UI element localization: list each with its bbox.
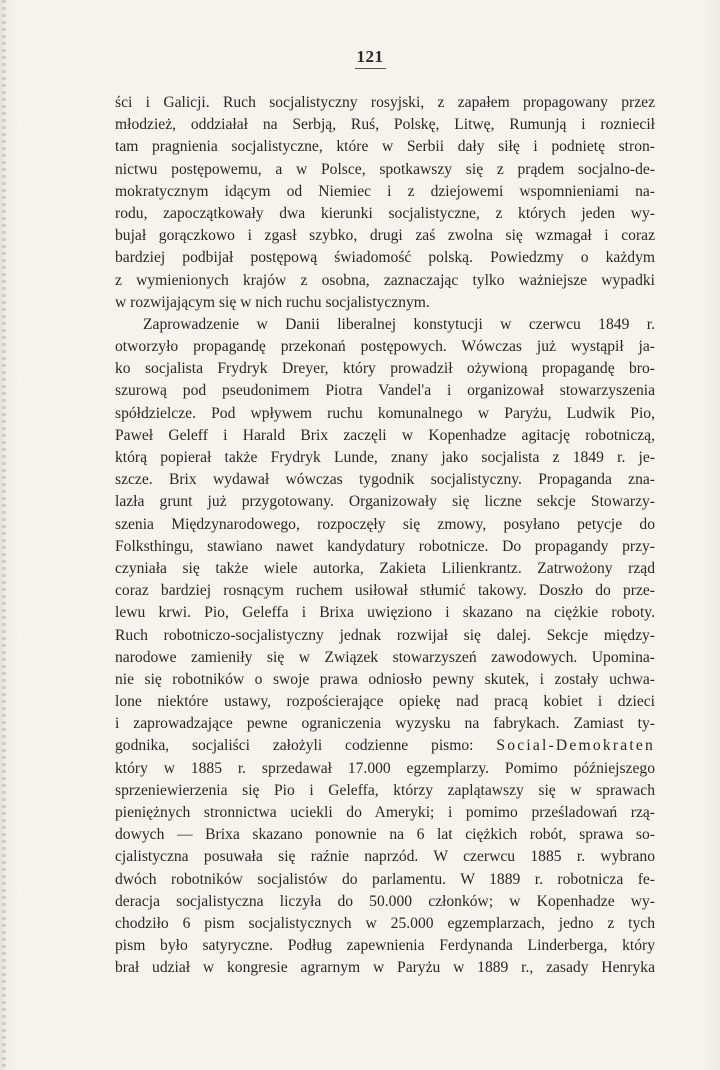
text-line: sprzeniewierzenia się Pio i Geleffa, którzy zaplątawszy się w sprawach <box>115 781 655 799</box>
text-line: Paweł Geleff i Harald Brix zaczęli w Kopenhadze agitację robotniczą, <box>115 426 655 444</box>
text-line: lewu krwi. Pio, Geleffa i Brixa uwięziono i skazano na ciężkie roboty. <box>115 604 655 622</box>
text-line: lone niektóre ustawy, rozpościerające opiekę nad pracą kobiet i dzieci <box>115 693 655 711</box>
text-line: otworzyło propagandę przekonań postępowych. Wówczas już wystąpił ja- <box>115 338 655 356</box>
page-number: 121 <box>10 47 720 69</box>
text-line: lazła grunt już przygotowany. Organizowały się liczne sekcje Stowarzy- <box>115 493 655 511</box>
text-line: szurową pod pseudonimem Piotra Vandel'a i organizował stowarzyszenia <box>115 382 655 400</box>
text-line-prefix: godnika, socjaliści założyli codzienne pismo: <box>115 737 474 755</box>
text-line: Ruch robotniczo-socjalistyczny jednak rozwijał się dalej. Sekcje między- <box>115 626 655 644</box>
text-line: pism było satyryczne. Podług zapewnienia Ferdynanda Linderberga, który <box>115 937 655 955</box>
text-line: nictwu postępowemu, a w Polsce, spotkawszy się z prądem socjalno-de- <box>115 160 655 178</box>
text-line: szenia Międzynarodowego, rozpoczęły się zmowy, posyłano petycje do <box>115 515 655 533</box>
text-line: mokratycznym idącym od Niemiec i z dziejowemi wspomnieniami na- <box>115 182 655 200</box>
text-line: Folksthingu, stawiano nawet kandydatury robotnicze. Do propagandy przy- <box>115 537 655 555</box>
text-line: dwóch robotników socjalistów do parlamentu. W 1889 r. robotnicza fe- <box>115 870 655 888</box>
text-line: cjalistyczna posuwała się raźnie naprzód. W czerwcu 1885 r. wybrano <box>115 848 655 866</box>
text-line: czyniała się także wiele autorka, Zakieta Lilienkrantz. Zatrwożony rząd <box>115 559 655 577</box>
page-binding-edge <box>2 0 6 1070</box>
text-line: w rozwijającym się w nich ruchu socjalistycznym. <box>115 293 430 311</box>
text-line: narodowe zamieniły się w Związek stowarzyszeń zawodowych. Upomina- <box>115 648 655 666</box>
paragraph-start-line: Zaprowadzenie w Danii liberalnej konstytucji w czerwcu 1849 r. <box>143 315 655 333</box>
text-line: który w 1885 r. sprzedawał 17.000 egzemplarzy. Pomimo późniejszego <box>115 759 655 777</box>
text-line: coraz bardziej rosnącym ruchem usiłował stłumić takowy. Doszło do prze- <box>115 582 655 600</box>
text-line: chodziło 6 pism socjalistycznych w 25.000 egzemplarzach, jedno z tych <box>115 914 655 932</box>
text-line: młodzież, oddziałał na Serbją, Ruś, Polskę, Litwę, Rumunją i rozniecił <box>115 116 655 134</box>
newspaper-title: Social-Demokraten <box>496 737 655 755</box>
text-line: z wymienionych krajów z osobna, zaznaczając tylko ważniejsze wypadki <box>115 271 655 289</box>
text-line: którą popierał także Frydryk Lunde, znany jako socjalista z 1849 r. je- <box>115 449 655 466</box>
text-line: brał udział w kongresie agrarnym w Paryżu w 1889 r., zasady Henryka <box>115 959 655 977</box>
text-line: dowych — Brixa skazano ponownie na 6 lat ciężkich robót, sprawa so- <box>115 826 655 844</box>
text-line: spółdzielcze. Pod wpływem ruchu komunalnego w Paryżu, Ludwik Pio, <box>115 404 655 422</box>
text-line: tam pragnienia socjalistyczne, które w Serbii dały siłę i podnietę stron- <box>115 138 655 156</box>
text-line: rodu, zapoczątkowały dwa kierunki socjalistyczne, z których jeden wy- <box>115 204 655 222</box>
text-line: deracja socjalistyczna liczyła do 50.000 członków; w Kopenhadze wy- <box>115 892 655 910</box>
text-line: nie się robotników o swoje prawa odniosło pewny skutek, i zostały uchwa- <box>115 670 655 688</box>
text-line: bardziej podbijał postępową świadomość polską. Powiedzmy o każdym <box>115 249 655 267</box>
body-text <box>115 92 655 980</box>
text-line: szcze. Brix wydawał wówczas tygodnik socjalistyczny. Propaganda zna- <box>115 471 655 489</box>
text-line: ko socjalista Frydryk Dreyer, który prowadził ożywioną propagandę bro- <box>115 360 655 378</box>
text-line: pieniężnych stronnictwa uciekli do Ameryki; i pomimo prześladowań rzą- <box>115 804 655 821</box>
text-line: ści i Galicji. Ruch socjalistyczny rosyjski, z zapałem propagowany przez <box>115 94 655 111</box>
text-line: bujał gorączkowo i zgasł szybko, drugi zaś zwolna się wzmagał i coraz <box>115 227 655 245</box>
text-line-with-title <box>115 735 655 757</box>
text-line: i zaprowadzające pewne ograniczenia wyzysku na fabrykach. Zamiast ty- <box>115 715 655 733</box>
